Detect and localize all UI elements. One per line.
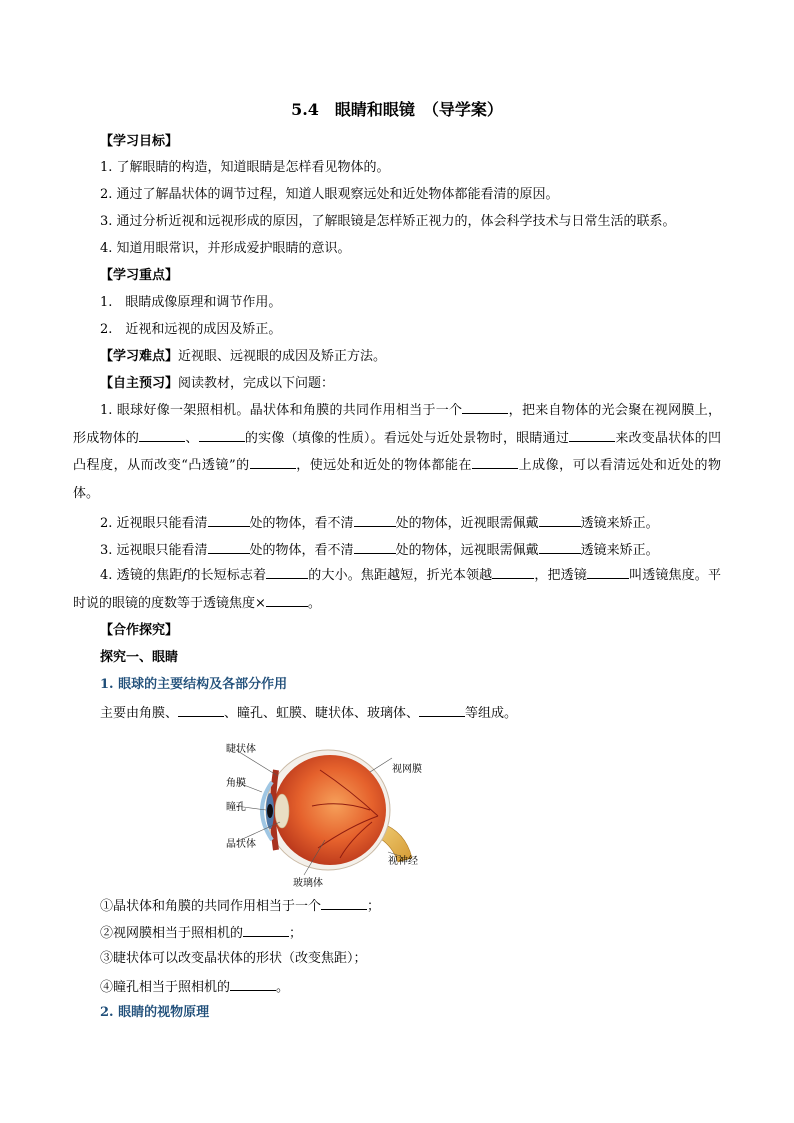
q2-text-d: 透镜来矫正。 [580,516,659,531]
label-vitreous: 玻璃体 [293,878,323,889]
label-pupil: 瞳孔 [226,802,246,813]
q4-text-e: 叫透镜焦度。平时说的眼镜的度数等于透镜焦度× [73,568,721,611]
preview-question-1 [73,397,721,507]
q4-text-d: ，把透镜 [534,568,587,583]
preview-question-4 [73,562,721,617]
objectives-heading: 【学习目标】 [100,134,179,149]
explore-1-heading: 探究一、眼睛 [100,650,179,665]
note-4 [100,977,289,997]
structure-text-b: 、瞳孔、虹膜、睫状体、玻璃体、 [224,706,420,721]
structure-text-a: 主要由角膜、 [100,706,179,721]
label-retina: 视网膜 [392,764,422,775]
note-2-text: ②视网膜相当于照相机的 [100,926,244,941]
note-3 [100,950,367,968]
q1-text-f: ，使远处和近处的物体都能在 [295,458,473,473]
lens-shape [275,794,289,828]
answer-blank[interactable] [266,593,308,607]
preview-question-2 [100,513,659,533]
q1-text-c: 、 [185,430,199,446]
label-optic-nerve: 视神经 [388,856,418,867]
note-1 [100,896,380,916]
pupil-shape [267,804,273,818]
subheading-eye-structure: 1. 眼球的主要结构及各部分作用 [100,677,288,692]
answer-blank[interactable] [587,565,629,579]
answer-blank[interactable] [354,513,396,527]
q4-focal-symbol: f [182,568,188,583]
answer-blank[interactable] [321,896,367,910]
note-2 [100,923,302,943]
q3-text-a: 3. 远视眼只能看清 [100,543,208,558]
difficulty-text: 近视眼、远视眼的成因及矫正方法。 [178,349,387,364]
objective-4: 4. 知道用眼常识，并形成爱护眼睛的意识。 [100,241,351,256]
answer-blank[interactable] [208,513,250,527]
q1-text-b: ，把来自物体的光会聚在视网膜上，形成物体的 [73,403,721,446]
keypoint-1: 1. 眼睛成像原理和调节作用。 [100,295,282,310]
answer-blank[interactable] [539,540,581,554]
answer-blank[interactable] [462,400,508,414]
note-4-text: ④瞳孔相当于照相机的 [100,980,231,995]
q2-text-a: 2. 近视眼只能看清 [100,516,208,531]
answer-blank[interactable] [539,513,581,527]
difficulty-line [100,348,386,366]
objective-2: 2. 通过了解晶状体的调节过程，知道人眼观察远处和近处物体都能看清的原因。 [100,187,559,202]
q4-text-c: 的大小。焦距越短，折光本领越 [308,568,493,583]
answer-blank[interactable] [472,455,518,469]
preview-line [100,375,334,393]
note-1-end: ； [367,899,381,914]
label-ciliary-body: 睫状体 [226,744,256,755]
answer-blank[interactable] [419,703,465,717]
q2-text-c: 处的物体，近视眼需佩戴 [395,516,539,531]
answer-blank[interactable] [492,565,534,579]
note-1-text: ①晶状体和角膜的共同作用相当于一个 [100,899,322,914]
structure-text-c: 等组成。 [465,706,518,721]
eye-anatomy-figure [200,730,440,890]
label-cornea: 角膜 [226,778,246,789]
structure-sentence [100,703,517,723]
q3-text-c: 处的物体，远视眼需佩戴 [395,543,539,558]
q1-text-e: 来改变晶状体的凹凸程度，从而改变“凸透镜”的 [73,430,721,473]
q3-text-b: 处的物体，看不清 [249,543,354,558]
answer-blank[interactable] [208,540,250,554]
answer-blank[interactable] [178,703,224,717]
q1-text-d: 的实像（填像的性质）。看远处与近处景物时，眼睛通过 [244,430,570,446]
q1-text-a: 1. 眼球好像一架照相机。晶状体和角膜的共同作用相当于一个 [100,403,463,418]
note-4-end: 。 [276,980,290,995]
subheading-vision-principle: 2. 眼睛的视物原理 [100,1005,210,1020]
page-title: 5.4 眼睛和眼镜 （导学案） [291,100,503,119]
label-lens: 晶状体 [226,839,256,850]
difficulty-heading: 【学习难点】 [100,349,179,364]
note-2-end: ； [289,926,303,941]
cooperate-heading: 【合作探究】 [100,623,179,638]
keypoints-heading: 【学习重点】 [100,268,179,283]
q2-text-b: 处的物体，看不清 [249,516,354,531]
q3-text-d: 透镜来矫正。 [580,543,659,558]
q1-text-g: 上成像，可以看清远处和近处的物体。 [73,458,721,501]
q4-text-g: 。 [307,595,321,611]
preview-question-3 [100,540,659,560]
q4-text-a: 4. 透镜的焦距 [100,568,183,583]
preview-intro: 阅读教材，完成以下问题： [178,376,335,391]
preview-heading: 【自主预习】 [100,376,179,391]
objective-1: 1. 了解眼睛的构造，知道眼睛是怎样看见物体的。 [100,160,390,175]
answer-blank[interactable] [243,923,289,937]
keypoint-2: 2. 近视和远视的成因及矫正。 [100,322,282,337]
answer-blank[interactable] [569,428,615,442]
answer-blank[interactable] [354,540,396,554]
answer-blank[interactable] [230,977,276,991]
q4-text-b: 的长短标志着 [187,568,267,583]
answer-blank[interactable] [139,428,185,442]
note-3-text: ③睫状体可以改变晶状体的形状（改变焦距）； [100,951,367,966]
objective-3: 3. 通过分析近视和远视形成的原因，了解眼镜是怎样矫正视力的，体会科学技术与日常生活的联系。 [100,214,676,229]
answer-blank[interactable] [266,565,308,579]
answer-blank[interactable] [199,428,245,442]
answer-blank[interactable] [250,455,296,469]
